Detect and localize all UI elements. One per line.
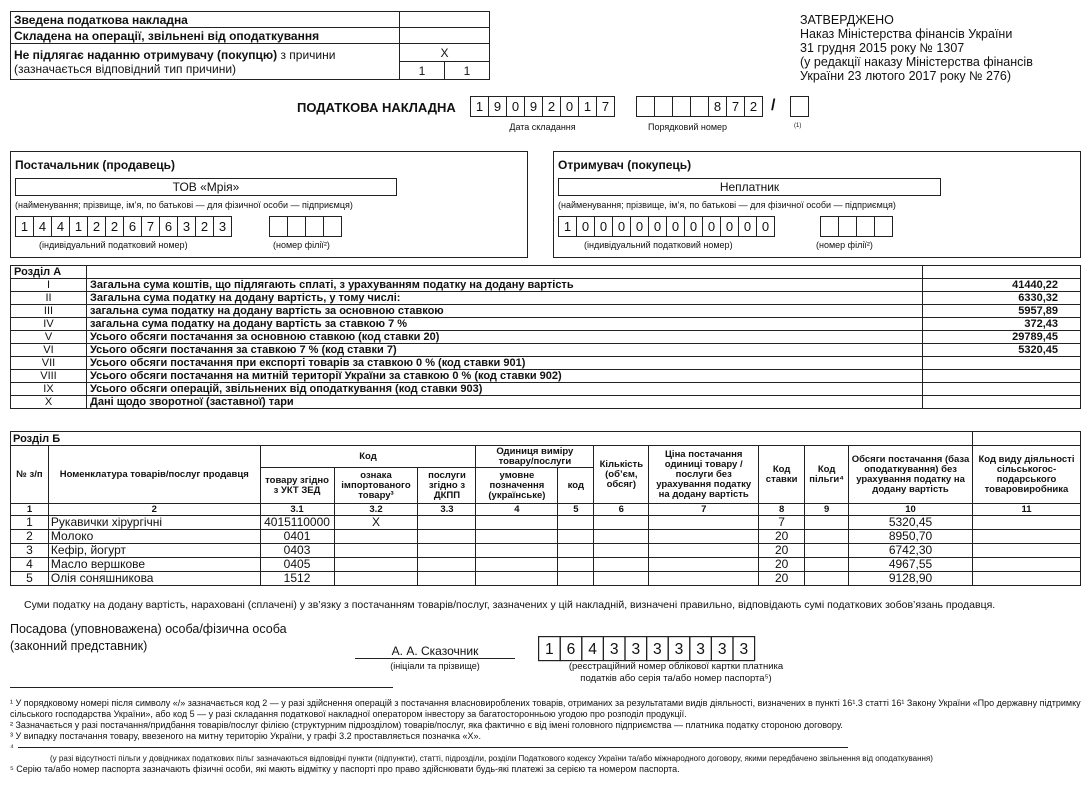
signer-name-caption: (ініціали та прізвище) (390, 661, 480, 671)
cell-no: 1 (11, 516, 49, 530)
row-number: IV (11, 318, 87, 331)
row-label: Усього обсяги операцій, звільнених від оподаткування (код ставки 903) (87, 383, 923, 396)
cell-price[interactable] (649, 558, 759, 572)
row-value[interactable]: 29789,45 (923, 331, 1081, 344)
cell-dkpp[interactable] (418, 530, 476, 544)
ipn-digit: 4 (51, 216, 70, 237)
seller-branch-field[interactable] (269, 216, 342, 237)
branch-digit (838, 216, 857, 237)
table-row (11, 516, 1081, 530)
row-label: Загальна сума податку на додану вартість, у тому числі: (87, 292, 923, 305)
ipn-digit: 0 (648, 216, 667, 237)
cell-qty[interactable] (594, 516, 649, 530)
not-given-label: Не підлягає наданню отримувачу (покупцю) (14, 47, 278, 62)
ipn-digit: 3 (177, 216, 196, 237)
cell-unit-code[interactable] (558, 516, 594, 530)
cell-price[interactable] (649, 530, 759, 544)
ipn-digit: 2 (105, 216, 124, 237)
ipn-digit: 2 (195, 216, 214, 237)
row-label: загальна сума податку на додану вартість за ставкою 7 % (87, 318, 923, 331)
footnote-4-mark: ⁴ (10, 742, 14, 752)
signer-role (10, 621, 287, 655)
col-header-dkpp: послуги згідно з ДКПП (418, 468, 476, 504)
col-header-code: Код (260, 446, 476, 468)
approval-line-4: (у редакції наказу Міністерства фінансів (800, 55, 1033, 69)
cell-unit-code[interactable] (558, 544, 594, 558)
cell-no: 2 (11, 530, 49, 544)
section-a-row (11, 279, 1081, 292)
section-a-row (11, 318, 1081, 331)
col-number: 10 (849, 504, 973, 516)
not-given-checkbox[interactable]: Х (400, 44, 490, 62)
order-suffix-box[interactable] (790, 96, 809, 117)
row-label: Усього обсяги постачання за ставкою 7 % (код ставки 7) (87, 344, 923, 357)
order-digit (636, 96, 655, 117)
row-value[interactable] (923, 396, 1081, 409)
cell-volume[interactable]: 6742,30 (849, 544, 973, 558)
approval-line-1: ЗАТВЕРДЖЕНО (800, 13, 894, 27)
card-digit: 3 (689, 636, 712, 661)
section-a-row (11, 292, 1081, 305)
row-value[interactable] (923, 370, 1081, 383)
cell-uktzed[interactable]: 0401 (260, 530, 334, 544)
footnote-3: ³ У випадку постачання товару, ввезеного на митну територію України, у графі 3.2 проставляється позначка «Х». (10, 731, 482, 741)
col-header-unit-code: код (558, 468, 594, 504)
cell-benefit[interactable] (805, 544, 849, 558)
ipn-digit: 0 (666, 216, 685, 237)
card-digit: 3 (668, 636, 691, 661)
card-caption-line-2: податків або серія та/або номер паспорта⁵) (580, 673, 772, 684)
reason-suffix: з причини (280, 47, 336, 62)
approval-line-3: 31 грудня 2015 року № 1307 (800, 41, 965, 55)
card-digit: 3 (603, 636, 626, 661)
col-header-uktzed: товару згідно з УКТ ЗЕД (260, 468, 334, 504)
col-header-qty: Кількість (об’єм, обсяг) (594, 446, 649, 504)
reason-type-hint: (зазначається відповідний тип причини) (14, 61, 237, 76)
order-caption: Порядковий номер (648, 122, 728, 132)
footnote-2: ² Зазначається у разі постачання/придбання товарів/послуг філією (структурним підрозділом) товарів/послуг, яка фактично є від імені головного підприємства — платника податку стороною договору. (10, 720, 843, 730)
cell-name[interactable]: Масло вершкове (48, 558, 260, 572)
seller-name-field[interactable]: ТОВ «Мрія» (15, 178, 397, 196)
consolidated-checkbox[interactable] (400, 12, 490, 28)
row-label: Загальна сума коштів, що підлягають сплаті, з урахуванням податку на додану вартість (87, 279, 923, 292)
cell-name[interactable]: Олія соняшникова (48, 572, 260, 586)
cell-volume[interactable]: 5320,45 (849, 516, 973, 530)
col-header-name: Номенклатура товарів/послуг продавця (48, 446, 260, 504)
seller-box (10, 151, 528, 258)
order-number-field (636, 96, 763, 132)
cell-unit-name[interactable] (476, 516, 558, 530)
col-header-price: Ціна постачання одиниці товару / послуги без урахування податку на додану вартість (649, 446, 759, 504)
date-digit: 2 (542, 96, 561, 117)
col-header-no: № з/п (11, 446, 49, 504)
approval-line-2: Наказ Міністерства фінансів України (800, 27, 1013, 41)
ipn-digit: 1 (69, 216, 88, 237)
buyer-name-hint: (найменування; прізвище, ім’я, по батькові — для фізичної особи — підприємця) (558, 200, 896, 210)
cell-benefit[interactable] (805, 558, 849, 572)
cell-activity[interactable] (972, 572, 1080, 586)
cell-unit-code[interactable] (558, 530, 594, 544)
reason-digit-1[interactable]: 1 (400, 62, 445, 80)
card-digit: 4 (581, 636, 604, 661)
row-value[interactable]: 5320,45 (923, 344, 1081, 357)
cell-benefit[interactable] (805, 572, 849, 586)
card-digit: 3 (732, 636, 755, 661)
approval-block (800, 13, 1085, 83)
cell-price[interactable] (649, 544, 759, 558)
cell-qty[interactable] (594, 558, 649, 572)
row-number: VII (11, 357, 87, 370)
ipn-digit: 0 (594, 216, 613, 237)
branch-digit (287, 216, 306, 237)
date-field (470, 96, 615, 132)
date-digit: 0 (560, 96, 579, 117)
date-caption: Дата складання (509, 122, 576, 132)
cell-import[interactable] (334, 530, 418, 544)
buyer-ipn-field[interactable] (558, 216, 775, 237)
reason-digit-2[interactable]: 1 (445, 62, 490, 80)
approval-line-5: України 23 лютого 2017 року № 276) (800, 69, 1012, 83)
row-label: Усього обсяги постачання за основною ставкою (код ставки 20) (87, 331, 923, 344)
exempt-label: Складена на операції, звільнені від оподаткування (11, 28, 400, 44)
cell-import[interactable] (334, 544, 418, 558)
seller-name-hint: (найменування; прізвище, ім’я, по батькові — для фізичної особи — підприємця) (15, 200, 353, 210)
cell-qty[interactable] (594, 530, 649, 544)
ipn-digit: 2 (87, 216, 106, 237)
cell-rate[interactable]: 20 (759, 530, 805, 544)
cell-import[interactable] (334, 572, 418, 586)
cell-unit-name[interactable] (476, 544, 558, 558)
cell-uktzed[interactable]: 0405 (260, 558, 334, 572)
section-a-row (11, 396, 1081, 409)
date-digit: 1 (578, 96, 597, 117)
cell-no: 3 (11, 544, 49, 558)
invoice-title: ПОДАТКОВА НАКЛАДНА (297, 100, 456, 115)
row-value[interactable]: 5957,89 (923, 305, 1081, 318)
date-digit: 7 (596, 96, 615, 117)
cell-no: 5 (11, 572, 49, 586)
footnote-4-blank[interactable] (18, 747, 848, 748)
row-value[interactable]: 41440,22 (923, 279, 1081, 292)
seller-ipn-caption: (індивідуальний податковий номер) (39, 240, 188, 250)
row-value[interactable]: 372,43 (923, 318, 1081, 331)
section-b-table (10, 431, 1081, 586)
branch-digit (856, 216, 875, 237)
order-digit: 8 (708, 96, 727, 117)
ipn-digit: 0 (576, 216, 595, 237)
ipn-digit: 0 (630, 216, 649, 237)
card-digit: 6 (560, 636, 583, 661)
branch-digit (820, 216, 839, 237)
buyer-title: Отримувач (покупець) (558, 158, 692, 172)
row-number: X (11, 396, 87, 409)
order-suffix-field (790, 96, 809, 129)
seller-title: Постачальник (продавець) (15, 158, 176, 172)
date-digits[interactable] (470, 96, 615, 117)
correctness-statement: Суми податку на додану вартість, нараховані (сплачені) у зв’язку з постачанням товарів/послуг, зазначених у цій накладній, визначені правильно, відповідають сумі податкових зобов’язань продавця. (24, 599, 996, 611)
row-number: VI (11, 344, 87, 357)
cell-unit-name[interactable] (476, 572, 558, 586)
row-label: загальна сума податку на додану вартість за основною ставкою (87, 305, 923, 318)
footnote-1: ¹ У порядковому номері після символу «/» зазначається код 2 — у разі здійснення операцій з постачання власновироблених товарів, отриманих за результатами видів діяльності, визначених в пункті 16¹.3 статті 16¹ Закону України «Про державну підтримку сільського господарства України», або код 5 — у разі складання податкової накладної оператором інвестору за багатосторонньою угодою про розподіл продукції. (10, 698, 1081, 719)
ipn-digit: 0 (612, 216, 631, 237)
buyer-branch-caption: (номер філії²) (816, 240, 873, 250)
signer-role-line-1: Посадова (уповноважена) особа/фізична особа (10, 622, 287, 636)
date-digit: 0 (506, 96, 525, 117)
card-digit: 3 (646, 636, 669, 661)
card-digit: 3 (711, 636, 734, 661)
col-number: 3.3 (418, 504, 476, 516)
exempt-checkbox[interactable] (400, 28, 490, 44)
cell-uktzed[interactable]: 4015110000 (260, 516, 334, 530)
col-number: 3.2 (334, 504, 418, 516)
ipn-digit: 0 (756, 216, 775, 237)
col-number: 2 (48, 504, 260, 516)
col-header-unit-name: умовне позначення (українське) (476, 468, 558, 504)
cell-unit-name[interactable] (476, 558, 558, 572)
cell-name[interactable]: Кефір, йогурт (48, 544, 260, 558)
ipn-digit: 7 (141, 216, 160, 237)
col-header-benefit: Код пільги⁴ (805, 446, 849, 504)
cell-rate[interactable]: 20 (759, 572, 805, 586)
row-label: Усього обсяги постачання на митній території України за ставкою 0 % (код ставки 902) (87, 370, 923, 383)
footnotes-divider (10, 687, 393, 688)
col-number: 6 (594, 504, 649, 516)
col-number: 11 (972, 504, 1080, 516)
section-a-spacer (923, 266, 1081, 279)
row-value[interactable]: 6330,32 (923, 292, 1081, 305)
date-digit: 9 (488, 96, 507, 117)
buyer-ipn-caption: (індивідуальний податковий номер) (584, 240, 733, 250)
table-row (11, 558, 1081, 572)
cell-activity[interactable] (972, 530, 1080, 544)
branch-digit (323, 216, 342, 237)
ipn-digit: 0 (738, 216, 757, 237)
col-number: 9 (805, 504, 849, 516)
order-suffix-note: (1) (794, 123, 802, 129)
order-digit: 7 (726, 96, 745, 117)
cell-name[interactable]: Рукавички хірургічні (48, 516, 260, 530)
row-number: III (11, 305, 87, 318)
table-row (11, 544, 1081, 558)
cell-no: 4 (11, 558, 49, 572)
order-slash: / (771, 97, 776, 114)
cell-price[interactable] (649, 572, 759, 586)
col-header-unit: Одиниця виміру товару/послуги (476, 446, 594, 468)
buyer-box (553, 151, 1081, 258)
cell-activity[interactable] (972, 544, 1080, 558)
ipn-digit: 6 (123, 216, 142, 237)
taxpayer-card-number-field[interactable] (538, 636, 755, 661)
branch-digit (874, 216, 893, 237)
col-number: 4 (476, 504, 558, 516)
order-suffix-digit (790, 96, 809, 117)
section-a-table (10, 265, 1081, 409)
cell-uktzed[interactable]: 1512 (260, 572, 334, 586)
table-row (11, 530, 1081, 544)
col-number: 7 (649, 504, 759, 516)
buyer-branch-field[interactable] (820, 216, 893, 237)
cell-activity[interactable] (972, 558, 1080, 572)
footnote-5: ⁵ Серію та/або номер паспорта зазначають фізичні особи, які мають відмітку у паспорті про право здійснювати будь-які платежі за серією та номером паспорта. (10, 764, 680, 774)
cell-name[interactable]: Молоко (48, 530, 260, 544)
cell-volume[interactable]: 9128,90 (849, 572, 973, 586)
cell-rate[interactable]: 20 (759, 544, 805, 558)
cell-import[interactable] (334, 558, 418, 572)
date-digit: 9 (524, 96, 543, 117)
col-number: 5 (558, 504, 594, 516)
row-label: Усього обсяги постачання при експорті товарів за ставкою 0 % (код ставки 901) (87, 357, 923, 370)
row-value[interactable] (923, 383, 1081, 396)
branch-digit (305, 216, 324, 237)
order-digit (654, 96, 673, 117)
cell-unit-code[interactable] (558, 572, 594, 586)
section-b-title: Розділ Б (11, 432, 973, 446)
row-value[interactable] (923, 357, 1081, 370)
order-digit: 2 (744, 96, 763, 117)
signer-name-field[interactable]: А. А. Сказочник (355, 644, 515, 659)
cell-benefit[interactable] (805, 516, 849, 530)
col-number: 1 (11, 504, 49, 516)
row-number: IX (11, 383, 87, 396)
row-number: V (11, 331, 87, 344)
cell-dkpp[interactable] (418, 544, 476, 558)
cell-import[interactable]: Х (334, 516, 418, 530)
col-number: 3.1 (260, 504, 334, 516)
ipn-digit: 0 (720, 216, 739, 237)
row-label: Дані щодо зворотної (заставної) тари (87, 396, 923, 409)
seller-branch-caption: (номер філії²) (273, 240, 330, 250)
cell-dkpp[interactable] (418, 516, 476, 530)
order-digit (672, 96, 691, 117)
seller-ipn-field[interactable] (15, 216, 232, 237)
col-number: 8 (759, 504, 805, 516)
buyer-name-field[interactable]: Неплатник (558, 178, 941, 196)
col-header-volume: Обсяги постачання (база оподаткування) без урахування податку на додану вартість (849, 446, 973, 504)
table-row (11, 572, 1081, 586)
section-a-spacer (87, 266, 923, 279)
footnotes (10, 698, 1085, 775)
ipn-digit: 1 (558, 216, 577, 237)
card-digit: 3 (624, 636, 647, 661)
section-a-row (11, 357, 1081, 370)
row-number: I (11, 279, 87, 292)
ipn-digit: 0 (702, 216, 721, 237)
cell-rate[interactable]: 20 (759, 558, 805, 572)
cell-dkpp[interactable] (418, 558, 476, 572)
date-digit: 1 (470, 96, 489, 117)
section-a-row (11, 383, 1081, 396)
cell-volume[interactable]: 8950,70 (849, 530, 973, 544)
cell-unit-code[interactable] (558, 558, 594, 572)
signer-role-line-2: (законний представник) (10, 639, 148, 653)
ipn-digit: 4 (33, 216, 52, 237)
cell-uktzed[interactable]: 0403 (260, 544, 334, 558)
ipn-digit: 0 (684, 216, 703, 237)
header-box (10, 11, 490, 80)
consolidated-label: Зведена податкова накладна (11, 12, 400, 28)
ipn-digit: 3 (213, 216, 232, 237)
section-b-corner (972, 432, 1080, 446)
cell-volume[interactable]: 4967,55 (849, 558, 973, 572)
cell-qty[interactable] (594, 544, 649, 558)
cell-activity[interactable] (972, 516, 1080, 530)
card-caption (538, 661, 814, 685)
cell-dkpp[interactable] (418, 572, 476, 586)
section-a-row (11, 331, 1081, 344)
section-a-title: Розділ А (11, 266, 87, 279)
cell-benefit[interactable] (805, 530, 849, 544)
col-header-import: ознака імпортованого товару³ (334, 468, 418, 504)
footnote-4: (у разі відсутності пільги у довідниках податкових пільг зазначаються відповідні пункти (підпункти), статті, підрозділи, розділи Податкового кодексу України та/або міжнародного договору, якими передбачено звільнення від оподаткування) (50, 754, 933, 763)
col-header-activity: Код виду діяльності сільськогос-подарського товаровиробника (972, 446, 1080, 504)
branch-digit (269, 216, 288, 237)
cell-unit-name[interactable] (476, 530, 558, 544)
col-header-rate: Код ставки (759, 446, 805, 504)
cell-price[interactable] (649, 516, 759, 530)
ipn-digit: 6 (159, 216, 178, 237)
row-number: VIII (11, 370, 87, 383)
cell-qty[interactable] (594, 572, 649, 586)
footnote-4-line (10, 742, 1085, 753)
ipn-digit: 1 (15, 216, 34, 237)
order-digits[interactable] (636, 96, 763, 117)
card-caption-line-1: (реєстраційний номер облікової картки платника (568, 661, 784, 672)
section-a-row (11, 370, 1081, 383)
order-digit (690, 96, 709, 117)
row-number: II (11, 292, 87, 305)
card-digit: 1 (538, 636, 561, 661)
section-a-row (11, 344, 1081, 357)
section-a-row (11, 305, 1081, 318)
cell-rate[interactable]: 7 (759, 516, 805, 530)
